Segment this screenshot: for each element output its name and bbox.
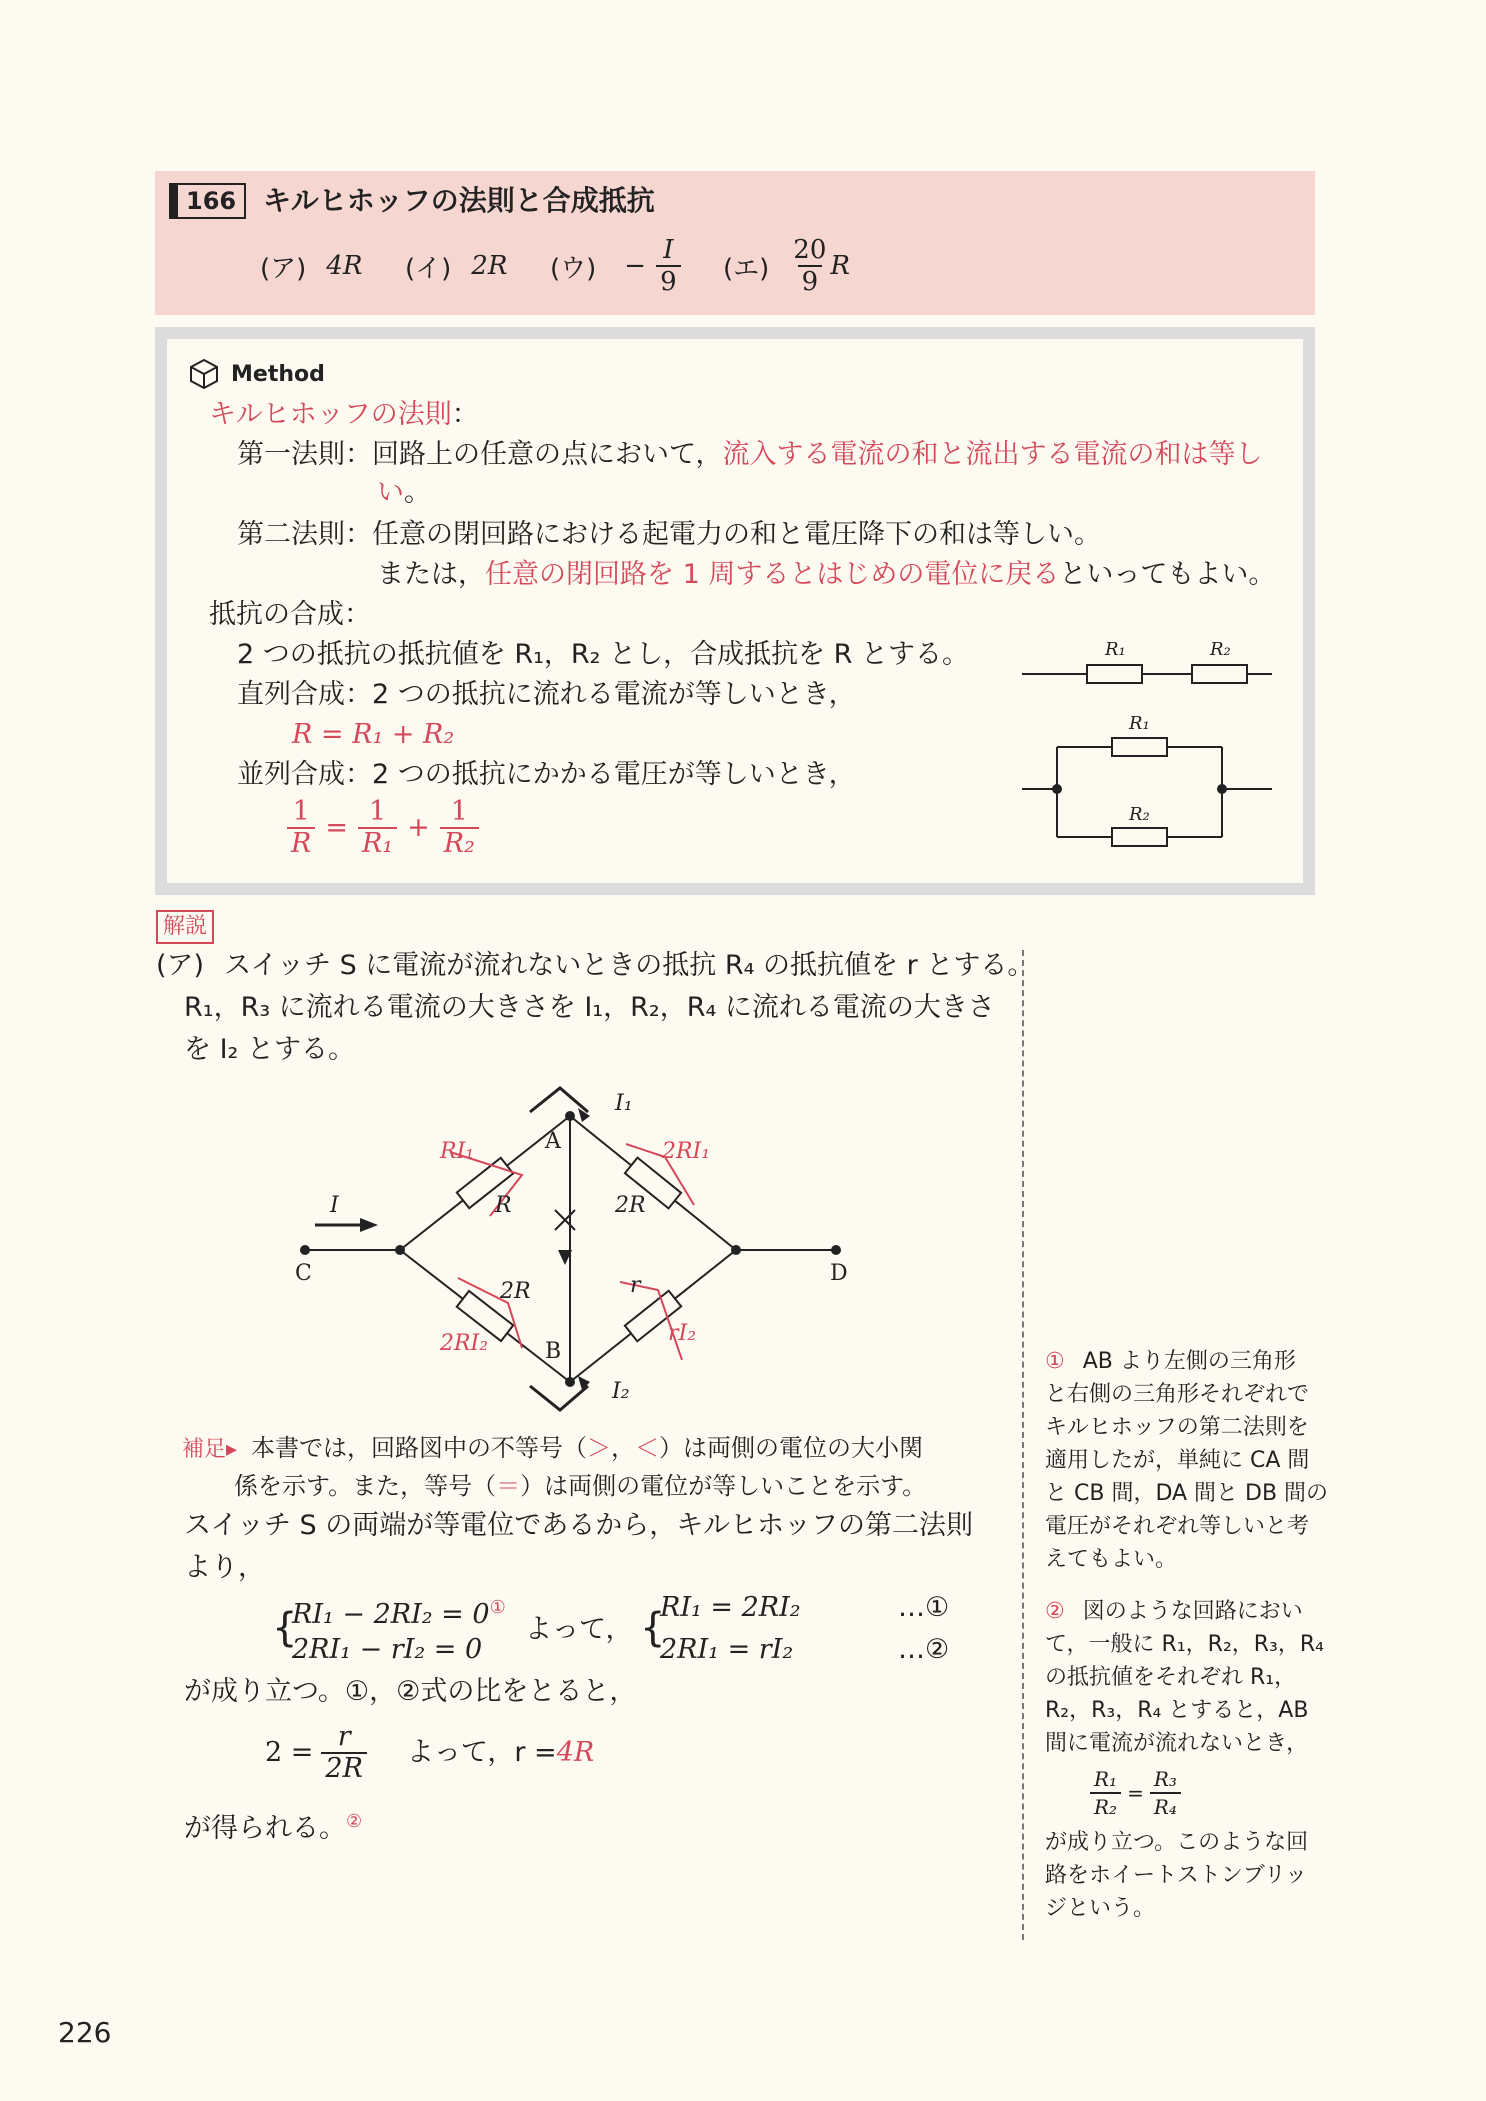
problem-number: 166 (178, 183, 246, 219)
resistor-intro: 2 つの抵抗の抵抗値を R₁，R₂ とし，合成抵抗を R とする。 (237, 639, 970, 670)
answer-e-fraction: $\frac{20}{9}$ (793, 235, 827, 297)
label-node-A: A (545, 1129, 561, 1154)
therefore-1: よって， (525, 1614, 633, 1645)
label-rI2: rI₂ (668, 1321, 697, 1346)
parallel-label-r2: R₂ (1129, 804, 1150, 825)
method-heading: Method (187, 357, 325, 391)
label-I1: I₁ (615, 1091, 633, 1116)
brace-left: { (272, 1605, 298, 1651)
explanation-tag: 解説 (156, 910, 214, 944)
explanation-line-3: を I₂ とする。 (184, 1034, 355, 1065)
bridge-circuit (290, 1080, 880, 1420)
first-law: 第一法則：回路上の任意の点において，流入する電流の和と流出する電流の和は等し (237, 439, 1263, 470)
label-I: I (330, 1193, 339, 1218)
equation-1: RI₁ − 2RI₂ = 0① (292, 1597, 506, 1630)
series-resistor-r2 (1192, 665, 1247, 683)
problem-number-bar (169, 183, 178, 219)
first-law-cont: い。 (377, 477, 431, 508)
parallel-label-r1: R₁ (1129, 713, 1150, 734)
second-law-alt: または，任意の閉回路を 1 周するとはじめの電位に戻るといってもよい。 (377, 559, 1276, 590)
switch-line-1: スイッチ S の両端が等電位であるから，キルヒホッフの第二法則 (184, 1510, 973, 1541)
switch-line-2: より， (184, 1552, 265, 1583)
parallel-formula: $\frac{1}{R}$ = $\frac{1}{\text{R₁}}$ + $\frac{1}{\text{R₂}}$ (287, 797, 479, 859)
series-resistor-figure (1017, 629, 1277, 699)
label-node-B: B (545, 1339, 562, 1364)
label-R: R (495, 1193, 512, 1218)
label-I2: I₂ (612, 1379, 630, 1404)
label-node-C: C (295, 1261, 312, 1286)
label-2R-bottom: 2R (500, 1279, 531, 1304)
equation-3: RI₁ = 2RI₂ (660, 1592, 801, 1623)
equation-4: 2RI₁ = rI₂ (660, 1634, 794, 1665)
answer-i: (イ) 2R (405, 251, 508, 284)
ratio-line: が成り立つ。①，②式の比をとると， (184, 1676, 637, 1707)
equation-2: 2RI₁ − rI₂ = 0 (292, 1634, 483, 1665)
explanation-line-2: R₁，R₃ に流れる電流の大きさを I₁，R₂，R₄ に流れる電流の大きさ (184, 992, 995, 1023)
answer-u-fraction: $\frac{I}{9}$ (656, 235, 681, 297)
problem-title: キルヒホッフの法則と合成抵抗 (263, 184, 655, 217)
label-r: r (630, 1273, 641, 1298)
sidenote-1: ① AB より左側の三角形 と右側の三角形それぞれで キルヒホッフの第二法則を 適用したが，単純に CA 間 と CB 間，DA 間と DB 間の 電圧がそれぞれ等しいと考 えてもよい。 (1045, 1349, 1329, 1572)
label-2R-top: 2R (615, 1193, 646, 1218)
answer-e: (エ) $\frac{20}{9}$ R (723, 235, 850, 297)
explanation-line-1: (ア) スイッチ S に電流が流れないときの抵抗 R₄ の抵抗値を r とする。 (156, 950, 1035, 981)
parallel-resistor-r2 (1112, 828, 1167, 846)
series-resistor-r1 (1087, 665, 1142, 683)
label-2RI1: 2RI₁ (662, 1139, 711, 1164)
ratio-equation: 2 = $\frac{r}{2R}$ よって，r = 4R (265, 1721, 595, 1784)
supplement-line-1: 補足▸ 本書では，回路図中の不等号（＞，＜）は両側の電位の大小関 (182, 1434, 924, 1462)
sidenote-2: ② 図のような回路におい て，一般に R₁，R₂，R₃，R₄ の抵抗値をそれぞれ R₁， R₂，R₃，R₄ とすると，AB 間に電流が流れないとき， $\frac{\text{R₁}}{\text{R₂}}$ = $\frac{\text{R₃}}{\text{R₄}}$ が成り立つ。このような回 路をホイートストンブリッ ジという。 (1045, 1599, 1324, 1921)
resistor-heading: 抵抗の合成： (209, 599, 371, 630)
method-box (155, 327, 1315, 895)
label-2RI2: 2RI₂ (440, 1331, 489, 1356)
kirchhoff-heading: キルヒホッフの法則： (209, 399, 479, 430)
ref-1: …① (898, 1592, 950, 1623)
page-number: 226 (58, 2016, 112, 2049)
label-RI1: RI₁ (440, 1139, 475, 1164)
parallel-resistor-figure (1017, 707, 1277, 867)
series-label-r1: R₁ (1105, 639, 1126, 660)
problem-number-box (169, 183, 246, 219)
series-formula: R = R₁ + R₂ (292, 719, 455, 750)
wheatstone-formula: $\frac{\text{R₁}}{\text{R₂}}$ = $\frac{\text{R₃}}{\text{R₄}}$ (1090, 1766, 1324, 1820)
parallel-resistor-r1 (1112, 738, 1167, 756)
problem-header (155, 171, 1315, 315)
cube-icon (187, 357, 221, 391)
side-divider (1022, 950, 1024, 1940)
final-line: が得られる。② (184, 1811, 363, 1844)
series-label-r2: R₂ (1210, 639, 1231, 660)
brace-right: { (640, 1605, 666, 1651)
answer-a: (ア) 4R (260, 251, 363, 284)
answer-u: (ウ) − $\frac{I}{9}$ (550, 231, 681, 301)
parallel-line: 並列合成：2 つの抵抗にかかる電圧が等しいとき， (237, 759, 856, 790)
ref-2: …② (898, 1634, 950, 1665)
label-node-D: D (830, 1261, 848, 1286)
series-line: 直列合成：2 つの抵抗に流れる電流が等しいとき， (237, 679, 856, 710)
second-law: 第二法則：任意の閉回路における起電力の和と電圧降下の和は等しい。 (237, 519, 1101, 550)
supplement-line-2: 係を示す。また，等号（＝）は両側の電位が等しいことを示す。 (234, 1472, 927, 1500)
